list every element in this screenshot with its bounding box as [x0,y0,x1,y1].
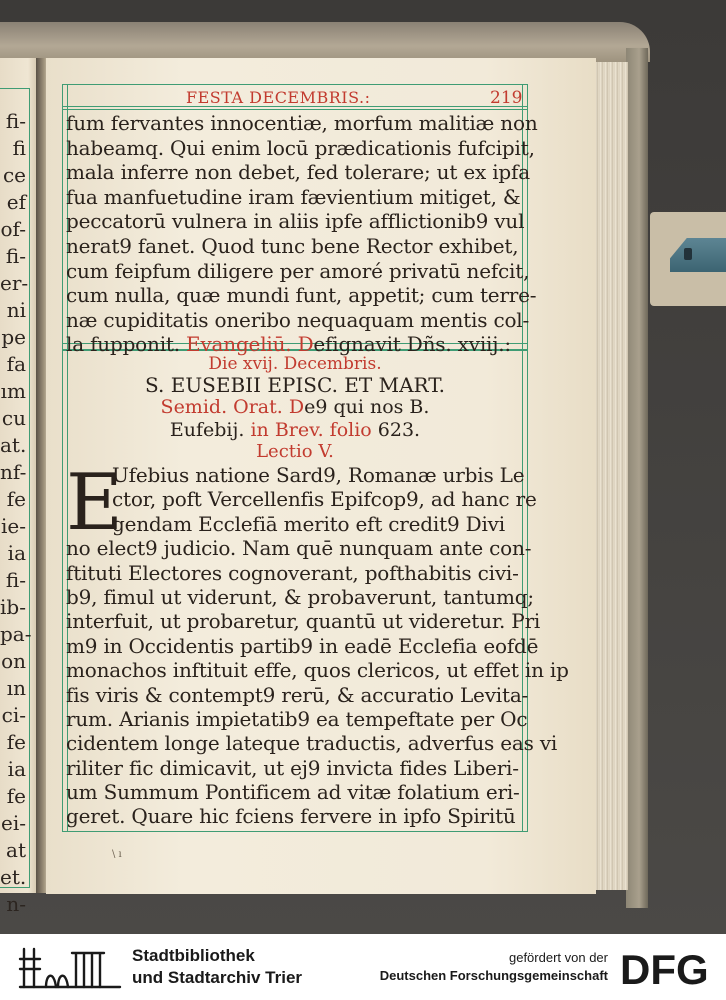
reading-block-2 [66,458,569,829]
left-fragment-line: at. [0,433,27,457]
left-fragment-line: fi- [5,244,26,268]
page-number: 219 [490,88,523,108]
text-line: mala inferre non debet, fed tolerare; ut ex ipfa [66,160,530,185]
oration-text: e9 qui nos B. [304,396,430,418]
text-line: peccatorū vulnera in aliis ipfe afflictionib9 vul [66,209,525,234]
text-line: monachos inftituit effe, quos clericos, ut effet in ip [66,658,569,683]
left-fragment-line: ib- [0,595,26,619]
dfg-logo-icon [618,944,718,993]
gospel-rubric: Evangeliū. D [179,332,314,357]
funding-line2: Deutschen Forschungsgemeinschaft [379,968,608,983]
left-fragment-line: pa- [0,622,32,646]
left-fragment-line: ie- [1,514,26,538]
drop-initial: E [66,458,123,548]
text-line: interfuit, ut probaretur, quantū ut videretur. Pri [66,609,541,634]
page-block-edges [594,62,628,890]
left-fragment-line: fi- [5,568,26,592]
left-fragment-line: fe [6,730,26,754]
lectio-heading: Lectio V. [256,441,334,462]
oration-line [62,396,528,418]
left-fragment-line: fe [6,487,26,511]
left-fragment-line: er- [0,271,29,295]
text-line: fum fervantes innocentiæ, morfum malitiæ non [66,111,538,135]
left-fragment-line: cu [1,406,26,430]
left-fragment-line: ef [6,190,26,214]
text-line: gendam Ecclefiā merito eft credit9 Divi [112,511,505,536]
text-line: cum nulla, quæ mundi funt, appetit; cum terre- [66,283,537,308]
text-line: fis viris & contempt9 rerū, & accuratio Levita- [66,682,529,707]
left-fragment-line: ın [6,676,26,700]
oration-rubric: Semid. Orat. D [160,396,305,418]
book-cover-edge [626,48,648,908]
text-line: habeamq. Qui enim locū prædicationis fufcipit, [66,135,535,160]
left-fragment-line: fa [6,352,26,376]
left-fragment-line: ia [7,541,26,565]
text-line: fua manfuetudine iram fævientium mitiget, & [66,184,521,209]
breviary-reference [62,419,528,441]
clasp-pin-icon [684,248,692,260]
margin-mark: \ ı [112,849,122,860]
text-line: ctor, poft Vercellenfis Epifcop9, ad hanc re [112,487,537,512]
text-segment: la fupponit. [66,332,180,357]
text-segment: efignavit Dñs. xviij.: [313,332,511,357]
text-line: ftituti Electores cognoverant, pofthabitis civi- [66,560,519,585]
left-fragment-line: fi [12,136,26,160]
left-fragment-line: et. [0,865,27,889]
text-line: næ cupiditatis oneribo nequaquam mentis col- [66,307,530,332]
feast-title: S. EUSEBII EPISC. ET MART. [145,373,445,397]
left-fragment-line: ce [2,163,26,187]
left-fragment-line: fe [6,784,26,808]
left-fragment-line: ei- [1,811,26,835]
left-fragment-line: n- [6,892,26,916]
feast-date: Die xvij. Decembris. [208,354,382,374]
svg-text:DFG: DFG [620,946,709,993]
text-line: m9 in Occidentis partib9 in eadē Ecclefia eofdē [66,633,539,658]
text-line: cidentem longe lateque traductis, adverfus eas vi [66,731,558,756]
left-page-text [0,108,32,918]
left-fragment-line: pe [1,325,26,349]
stadtbibliothek-logo-icon [18,943,122,991]
text-line: no elect9 judicio. Nam quē nunquam ante con- [66,536,532,561]
text-line: Ufebius natione Sard9, Romanæ urbis Le [112,463,525,487]
running-head: FESTA DECEMBRIS.: [186,88,371,107]
text-line: um Summum Pontificem ad vitæ folatium eri- [66,780,520,805]
text-line: cum feipfum diligere per amoré privatū nefcit, [66,258,530,283]
footer-bar [0,934,726,1000]
left-fragment-line: ni [6,298,26,322]
text-line: riliter fic dimicavit, ut ej9 invicta fides Liberi- [66,755,519,780]
left-fragment-line: ım [0,379,26,403]
text-line: b9, fimul ut viderunt, & probaverunt, tantumq; [66,584,534,609]
text-line: rum. Arianis impietatib9 ea tempeftate per Oc [66,706,528,731]
book-binding [0,22,650,62]
breviary-rubric: in Brev. folio [250,419,372,441]
funding-line1: gefördert von der [508,950,608,965]
institution-name-line1: Stadtbibliothek [132,946,255,965]
left-fragment-line: fi- [5,109,26,133]
text-line: geret. Quare hic fciens fervere in ipfo Spiritū [66,804,516,829]
header-rule-double [62,109,528,110]
text-line: nerat9 fanet. Quod tunc bene Rector exhibet, [66,233,519,258]
breviary-folio: 623. [377,419,421,441]
left-fragment-line: on [1,649,26,673]
left-fragment-line: ia [7,757,26,781]
left-fragment-line: at [6,838,26,862]
left-page-fragment [0,58,40,916]
institution-name-line2: und Stadtarchiv Trier [132,968,303,987]
left-fragment-line: of- [0,217,26,241]
left-fragment-line: ci- [1,703,26,727]
breviary-name: Eufebij. [169,419,245,441]
left-fragment-line: nf- [0,460,27,484]
reading-block-1 [66,111,538,357]
